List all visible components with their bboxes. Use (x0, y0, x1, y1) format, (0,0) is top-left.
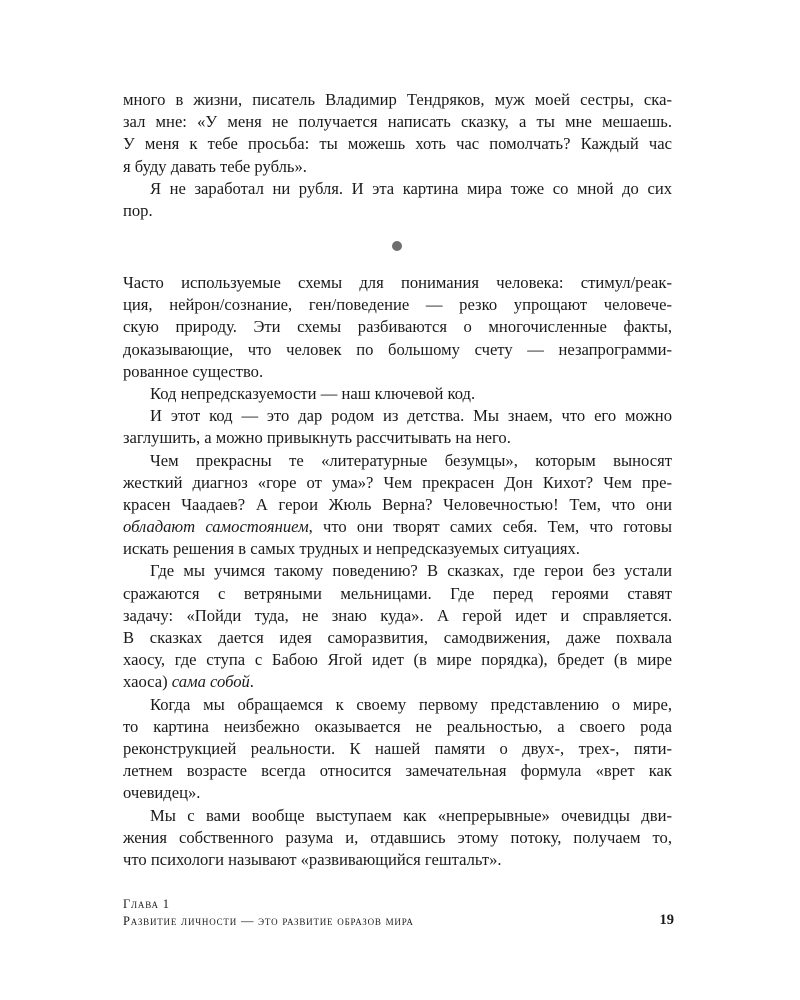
text-line: то картина неизбежно оказывается не реальностью, а своего рода (123, 716, 672, 736)
text-line: Я не заработал ни рубля. И эта картина мира тоже со мной до сих (150, 178, 672, 198)
text-line: пор. (123, 200, 153, 220)
line-segment: . (249, 672, 254, 692)
text-line: летнем возрасте всегда относится замечательная формула «врет как (123, 761, 672, 781)
text-line: красен Чаадаев? А герои Жюль Верна? Человечностью! Тем, что они (123, 494, 672, 514)
italic-phrase: сама собой (171, 672, 250, 692)
text-line: жения собственного разума и, отдавшись этому потоку, получаем то, (123, 827, 672, 847)
text-block-main (123, 272, 672, 871)
text-line: реконструкцией реальности. К нашей памяти о двух-, трех-, пяти- (123, 738, 672, 758)
text-line: У меня к тебе просьба: ты можешь хоть час помолчать? Каждый час (123, 134, 672, 154)
text-line: сражаются с ветряными мельницами. Где перед героями ставят (123, 583, 672, 603)
text-line: задачу: «Пойди туда, не знаю куда». А герой идет и справляется. (123, 605, 672, 625)
text-line: Код непредсказуемости — наш ключевой код. (150, 383, 476, 403)
page-number: 19 (659, 912, 674, 928)
italic-phrase: обладают самостоянием (123, 517, 309, 537)
text-line: зал мне: «У меня не получается написать сказку, а ты мне мешаешь. (123, 112, 672, 132)
text-block-top (123, 89, 672, 222)
text-line: что психологи называют «развивающийся гештальт». (123, 849, 502, 869)
text-line: очевидец». (123, 783, 201, 803)
text-line: И этот код — это дар родом из детства. Мы знаем, что его можно (150, 406, 672, 426)
text-line: скую природу. Эти схемы разбиваются о многочисленные факты, (123, 317, 672, 337)
section-separator-dot (392, 241, 402, 251)
text-line: искать решения в самых трудных и непредсказуемых ситуациях. (123, 539, 580, 559)
text-line: Чем прекрасны те «литературные безумцы», которым выносят (150, 450, 672, 470)
running-footer-title: Развитие личности — это развитие образов мира (123, 914, 414, 928)
text-line: В сказках дается идея саморазвития, самодвижения, даже похвала (123, 628, 672, 647)
text-line: Часто используемые схемы для понимания человека: стимул/реак- (123, 273, 672, 292)
text-line: много в жизни, писатель Владимир Тендряков, муж моей сестры, ска- (123, 90, 672, 109)
running-footer-chapter: Глава 1 (123, 897, 170, 911)
text-line: жесткий диагноз «горе от ума»? Чем прекрасен Дон Кихот? Чем пре- (123, 472, 672, 492)
line-segment: хаоса) (123, 672, 172, 692)
text-line: хаосу, где ступа с Бабою Ягой идет (в мире порядка), бредет (в мире (123, 650, 672, 670)
text-line: Мы с вами вообще выступаем как «непрерывные» очевидцы дви- (150, 805, 672, 825)
text-line: Где мы учимся такому поведению? В сказках, где герои без устали (150, 561, 672, 581)
text-line: рованное существо. (123, 361, 264, 381)
text-line: заглушить, а можно привыкнуть рассчитывать на него. (123, 428, 511, 448)
text-line (123, 671, 672, 693)
text-line: Когда мы обращаемся к своему первому представлению о мире, (150, 694, 672, 714)
text-line: доказывающие, что человек по большому счету — незапрограмми- (123, 339, 672, 359)
text-line: я буду давать тебе рубль». (123, 156, 307, 176)
line-segment: , что они творят самих себя. Тем, что готовы (308, 517, 672, 537)
text-line: ция, нейрон/сознание, ген/поведение — резко упрощают человече- (123, 295, 672, 315)
text-line (123, 516, 672, 538)
